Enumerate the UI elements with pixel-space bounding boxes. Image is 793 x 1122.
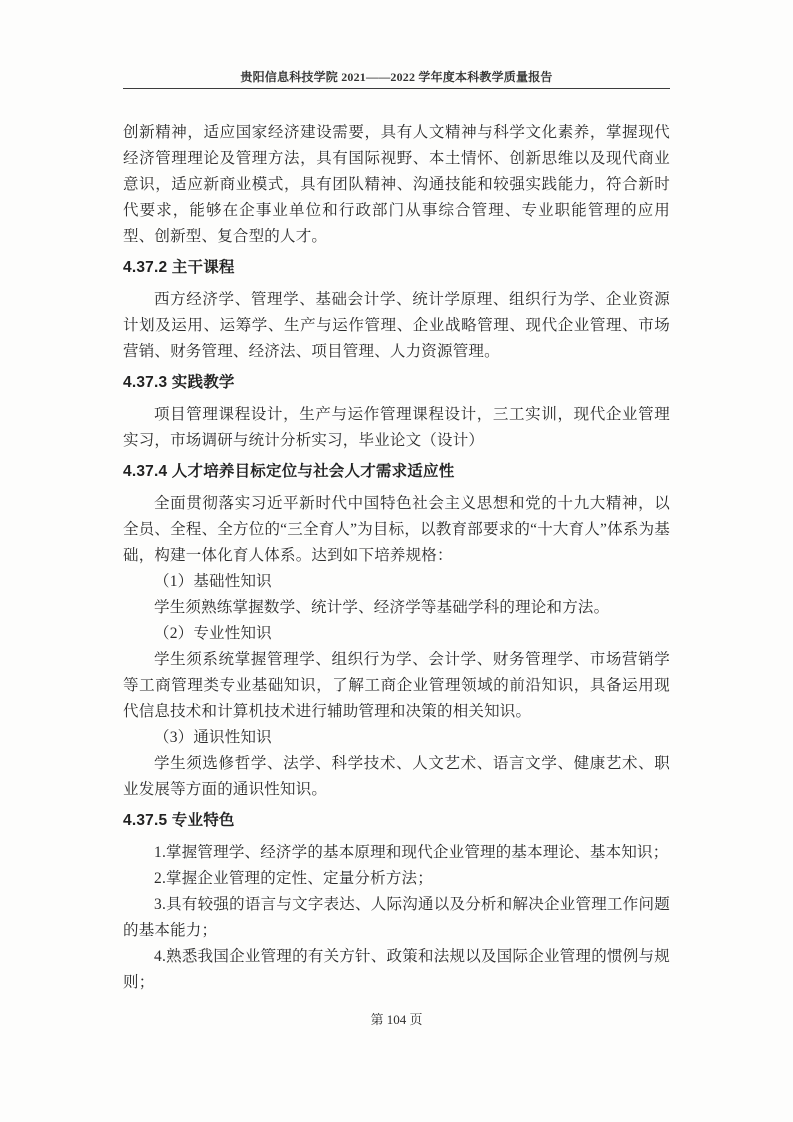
item-1-basic-knowledge-body: 学生须熟练掌握数学、统计学、经济学等基础学科的理论和方法。 <box>154 599 610 616</box>
item-2-professional-knowledge-title: （2）专业性知识 <box>154 625 272 642</box>
feature-point-3: 3.具有较强的语言与文字表达、人际沟通以及分析和解决企业管理工作问题的基本能力； <box>123 896 670 939</box>
intro-continuation-paragraph: 创新精神，适应国家经济建设需要，具有人文精神与科学文化素养，掌握现代经济管理理论及管理方法，具有国际视野、本土情怀、创新思维以及现代商业意识，适应新商业模式，具有团队精神、沟通技能和较强实践能力，符合新时代要求，能够在企事业单位和行政部门从事综合管理、专业职能管理的应用型、创新型、复合型的人才。 <box>123 124 670 245</box>
core-courses-paragraph: 西方经济学、管理学、基础会计学、统计学原理、组织行为学、企业资源计划及运用、运筹学、生产与运作管理、企业战略管理、现代企业管理、市场营销、财务管理、经济法、项目管理、人力资源管理。 <box>123 291 670 360</box>
heading-4-37-3-practice-teaching: 4.37.3 实践教学 <box>123 374 235 391</box>
page-number: 第 104 页 <box>370 1012 423 1027</box>
item-2-professional-knowledge-body: 学生须系统掌握管理学、组织行为学、会计学、财务管理学、市场营销学等工商管理类专业基础知识，了解工商企业管理领域的前沿知识，具备运用现代信息技术和计算机技术进行辅助管理和决策的相关知识。 <box>123 651 670 720</box>
heading-4-37-5-specialty-features: 4.37.5 专业特色 <box>123 812 235 829</box>
training-goals-paragraph: 全面贯彻落实习近平新时代中国特色社会主义思想和党的十九大精神，以全员、全程、全方位的“三全育人”为目标，以教育部要求的“十大育人”体系为基础，构建一体化育人体系。达到如下培养规格： <box>123 495 670 564</box>
header-rule <box>123 88 670 89</box>
item-1-basic-knowledge-title: （1）基础性知识 <box>154 573 272 590</box>
practice-teaching-paragraph: 项目管理课程设计，生产与运作管理课程设计，三工实训，现代企业管理实习，市场调研与统计分析实习，毕业论文（设计） <box>123 406 670 449</box>
item-3-general-knowledge-title: （3）通识性知识 <box>154 729 272 746</box>
item-3-general-knowledge-body: 学生须选修哲学、法学、科学技术、人文艺术、语言文学、健康艺术、职业发展等方面的通识性知识。 <box>123 755 670 798</box>
feature-point-2: 2.掌握企业管理的定性、定量分析方法； <box>154 870 433 887</box>
page-header <box>123 0 670 89</box>
heading-4-37-4-training-goals: 4.37.4 人才培养目标定位与社会人才需求适应性 <box>123 463 455 480</box>
feature-point-1: 1.掌握管理学、经济学的基本原理和现代企业管理的基本理论、基本知识； <box>154 844 669 861</box>
document-body <box>123 97 670 996</box>
report-title: 贵阳信息科技学院 2021——2022 学年度本科教学质量报告 <box>240 70 553 84</box>
heading-4-37-2-core-courses: 4.37.2 主干课程 <box>123 259 235 276</box>
feature-point-4: 4.熟悉我国企业管理的有关方针、政策和法规以及国际企业管理的惯例与规则； <box>123 948 670 991</box>
